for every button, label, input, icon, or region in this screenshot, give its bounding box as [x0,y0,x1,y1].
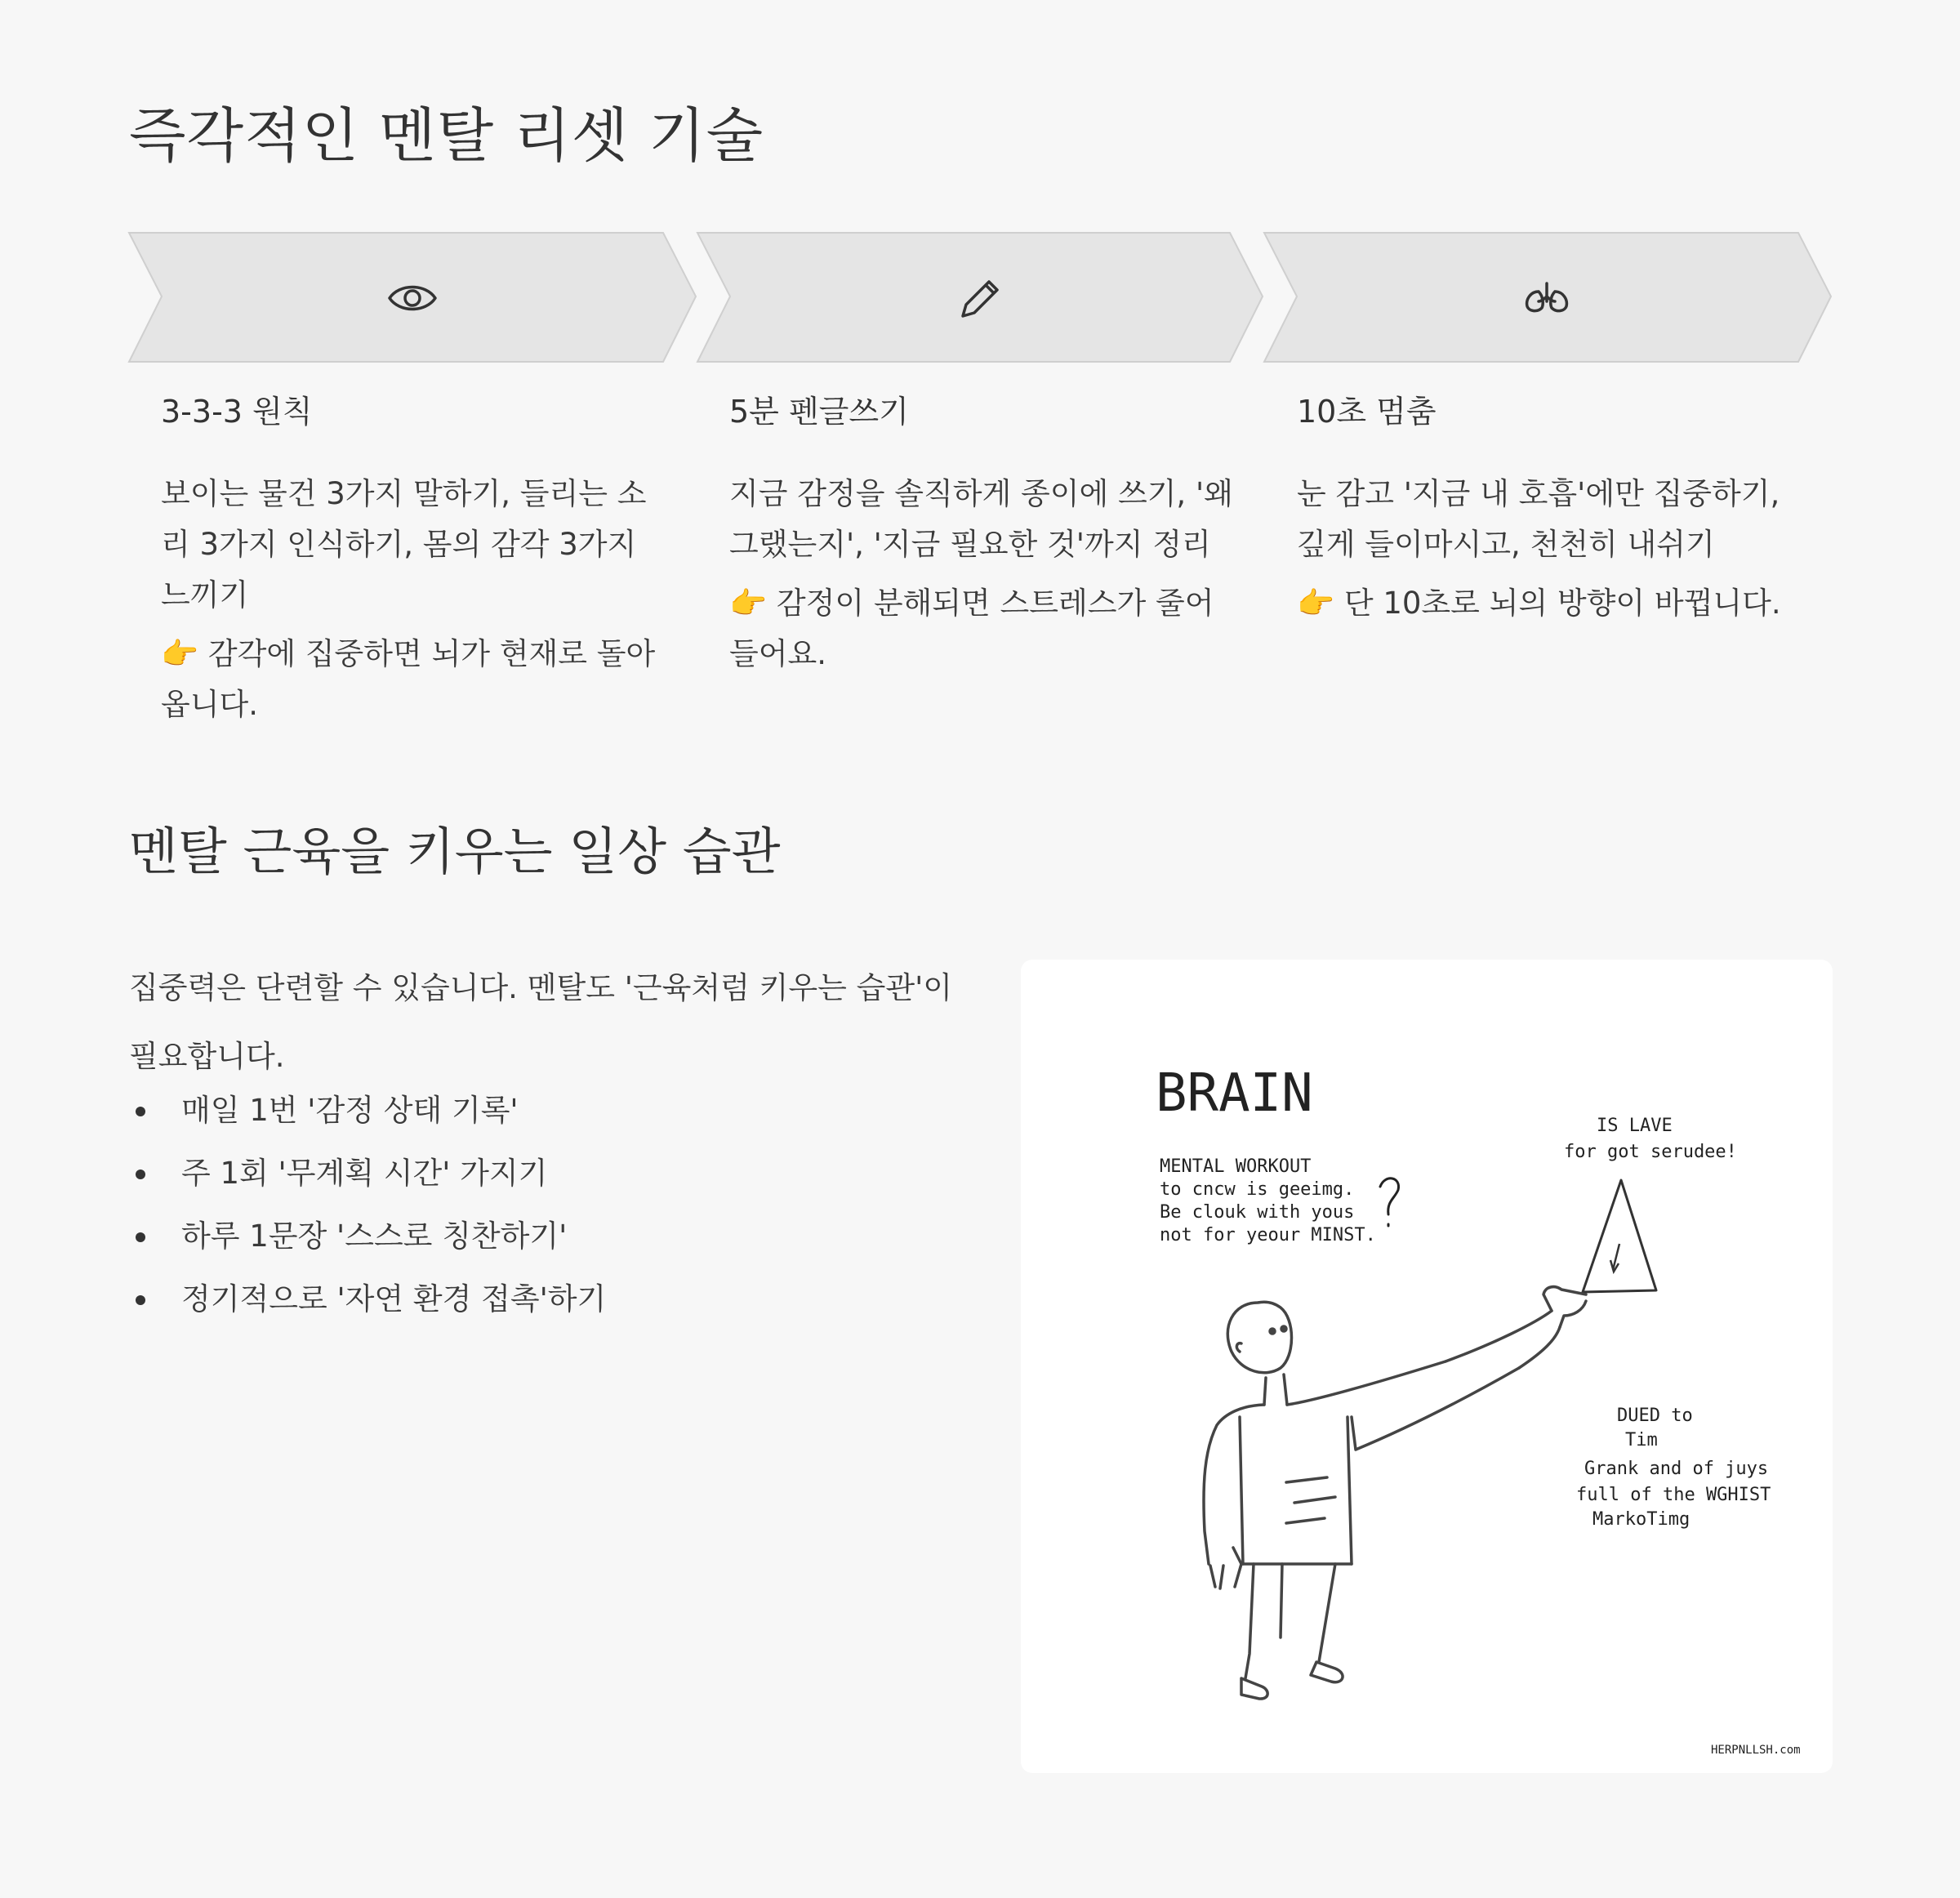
illus-bottom-right-line-1: DUED to [1617,1406,1693,1426]
step-title: 5분 펜글쓰기 [729,394,909,430]
eye-icon [386,272,439,324]
step-body: 보이는 물건 3가지 말하기, 들리는 소리 3가지 인식하기, 몸의 감각 3가지 느끼기 [161,476,647,613]
triangle-sketch [1583,1180,1656,1292]
lungs-icon [1521,272,1573,324]
step-note: 👉 감각에 집중하면 뇌가 현재로 돌아옵니다. [161,636,656,722]
list-item: 정기적으로 '자연 환경 접촉'하기 [129,1268,946,1330]
section-title-mental-reset: 즉각적인 멘탈 리셋 기술 [129,101,764,170]
step-title: 10초 멈춤 [1297,394,1437,430]
pencil-icon [953,272,1005,324]
step-body: 눈 감고 '지금 내 호흡'에만 집중하기, 깊게 들이마시고, 천천히 내쉬기 [1297,476,1780,562]
illus-bottom-right-line-5: MarkoTimg [1592,1509,1690,1530]
step-body: 지금 감정을 솔직하게 종이에 쓰기, '왜 그랬는지', '지금 필요한 것'까지 정리 [729,476,1233,562]
illus-bottom-right-line-2: Tim [1625,1430,1658,1450]
step-333 [161,390,667,730]
section-title-daily-habits: 멘탈 근육을 키우는 일상 습관 [129,822,781,881]
question-mark-sketch [1380,1178,1399,1226]
illus-bottom-right-line-3: Grank and of juys [1584,1459,1769,1479]
illus-top-right-line-1: IS LAVE [1597,1116,1673,1136]
step-10sec-pause [1297,390,1803,629]
list-item: 주 1회 '무계획 시간' 가지기 [129,1142,946,1205]
illus-top-right-line-2: for got serudee! [1564,1142,1737,1162]
illus-credit: HERPNLLSH.com [1711,1744,1801,1757]
illus-left-line-4: not for yeour MINST. [1160,1225,1376,1245]
step-note: 👉 단 10초로 뇌의 방향이 바뀝니다. [1297,586,1781,621]
step-title: 3-3-3 원칙 [161,394,313,430]
list-item: 하루 1문장 '스스로 칭찬하기' [129,1205,946,1268]
illus-bottom-right-line-4: full of the WGHIST [1576,1485,1771,1505]
steps-chevron-bar [127,231,1834,364]
brain-illustration [1021,960,1833,1773]
list-item: 매일 1번 '감정 상태 기록' [129,1079,946,1142]
step-5min-writing [729,390,1236,679]
habits-intro: 집중력은 단련할 수 있습니다. 멘탈도 '근육처럼 키우는 습관'이 필요합니다. [129,970,952,1074]
pointer-mark [1610,1244,1619,1272]
step-note: 👉 감정이 분해되면 스트레스가 줄어들어요. [729,586,1214,671]
illus-left-line-1: MENTAL WORKOUT [1160,1156,1312,1177]
sketch-drawing [1021,960,1833,1773]
illus-left-line-3: Be clouk with yous [1160,1202,1355,1223]
illus-heading: BRAIN [1156,1063,1313,1124]
illus-left-line-2: to cncw is geeimg. [1160,1179,1355,1200]
habits-list [129,1079,946,1330]
person-sketch [1204,1287,1586,1699]
